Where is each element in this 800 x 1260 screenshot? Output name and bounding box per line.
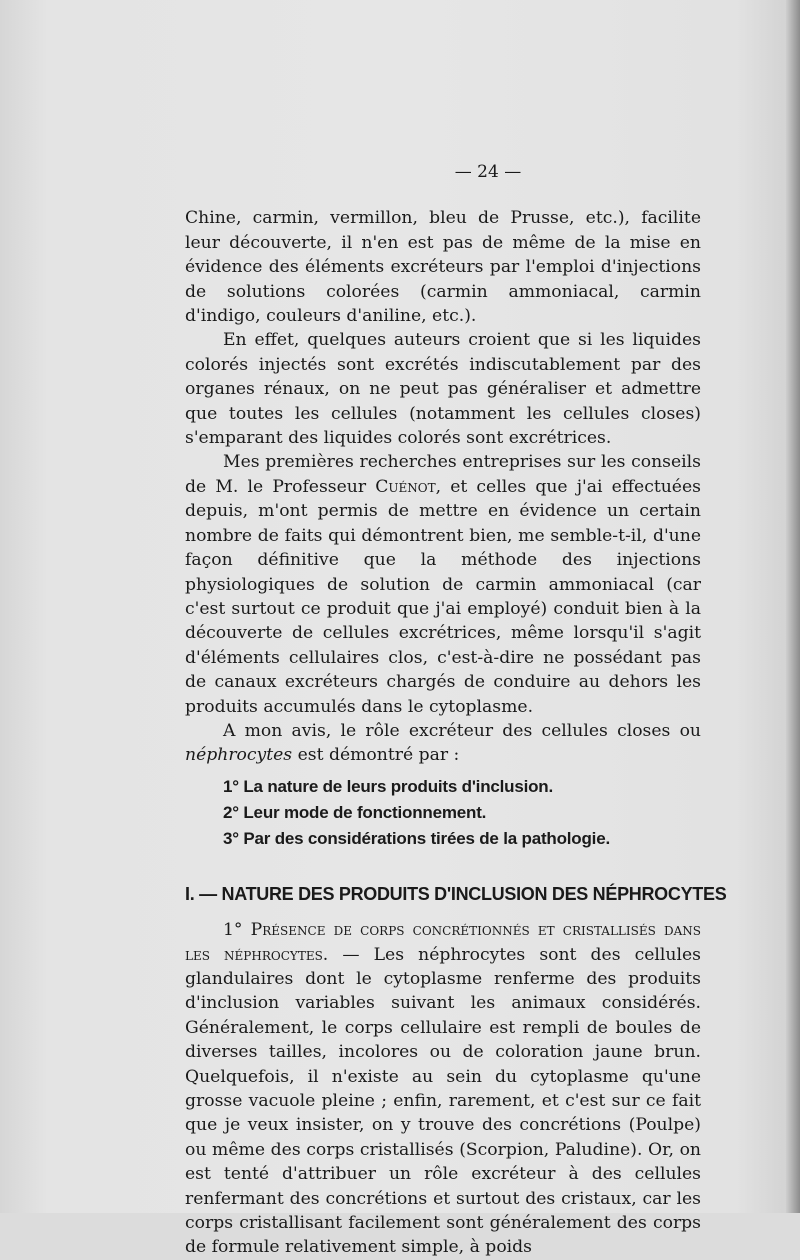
subsection-paragraph xyxy=(185,918,701,1260)
page-edge-shadow xyxy=(786,0,800,1213)
subsection-title: 1° Présence de corps concrétionnés et cristallisés dans les néphrocytes. xyxy=(185,920,701,965)
paragraph-4-after: est démontré par : xyxy=(292,745,460,766)
numbered-list xyxy=(223,774,701,852)
section-heading: I. — NATURE DES PRODUITS D'INCLUSION DES NÉPHROCYTES xyxy=(185,883,727,904)
paragraph-4 xyxy=(185,719,701,768)
paragraph-1: Chine, carmin, vermillon, bleu de Prusse, etc.), facilite leur découverte, il n'en est pas de même de la mise en évidence des éléments excréteurs par l'emploi d'injections de solutions colorées (carmin ammoniacal, carmin d'indigo, couleurs d'aniline, etc.). xyxy=(185,208,701,327)
paragraph-3 xyxy=(185,450,701,718)
page-number: — 24 — xyxy=(454,162,522,182)
list-item: 3° Par des considérations tirées de la pathologie. xyxy=(223,828,610,848)
list-item: 2° Leur mode de fonctionnement. xyxy=(223,802,487,822)
list-item: 1° La nature de leurs produits d'inclusion. xyxy=(223,776,554,796)
paragraph-3-before: Mes premières recherches entreprises sur les conseils de M. le Professeur xyxy=(185,452,701,497)
term-nephrocytes: néphrocytes xyxy=(185,745,293,766)
subsection-text: — Les néphrocytes sont des cellules glandulaires dont le cytoplasme renferme des produits d'inclusion variables suivant les animaux considérés. Généralement, le corps cellulaire est rempli de boules de diverses tailles, incolores ou de coloration jaune brun. Quelquefois, il n'existe au sein du cytoplasme qu'une grosse vacuole pleine ; enfin, rarement, et c'est sur ce fait que je veux insister, on y trouve des concrétions (Poulpe) ou même des corps cristallisés (Scorpion, Paludine). Or, on est tenté d'attribuer un rôle excréteur à des cellules renfermant des concrétions et surtout des cristaux, car les corps cristallisant facilement sont généralement des corps de formule relativement simple, à poids xyxy=(185,944,701,1258)
paragraph-3-after: , et celles que j'ai effectuées depuis, m'ont permis de mettre en évidence un certain nombre de faits qui démontrent bien, me semble-t-il, d'une façon définitive que la méthode des injections physiologiques de solution de carmin ammoniacal (car c'est surtout ce produit que j'ai employé) conduit bien à la découverte de cellules excrétrices, même lorsqu'il s'agit d'éléments cellulaires clos, c'est-à-dire ne possédant pas de canaux excréteurs chargés de conduire au dehors les produits accumulés dans le cytoplasme. xyxy=(185,476,701,717)
page-content xyxy=(185,160,727,1260)
paragraph-2: En effet, quelques auteurs croient que si les liquides colorés injectés sont excrétés indiscutablement par des organes rénaux, on ne peut pas généraliser et admettre que toutes les cellules (notamment les cellules closes) s'emparant des liquides colorés sont excrétrices. xyxy=(185,330,701,449)
author-name: Cuénot xyxy=(375,476,436,497)
paragraph-4-before: A mon avis, le rôle excréteur des cellules closes ou xyxy=(223,720,701,741)
